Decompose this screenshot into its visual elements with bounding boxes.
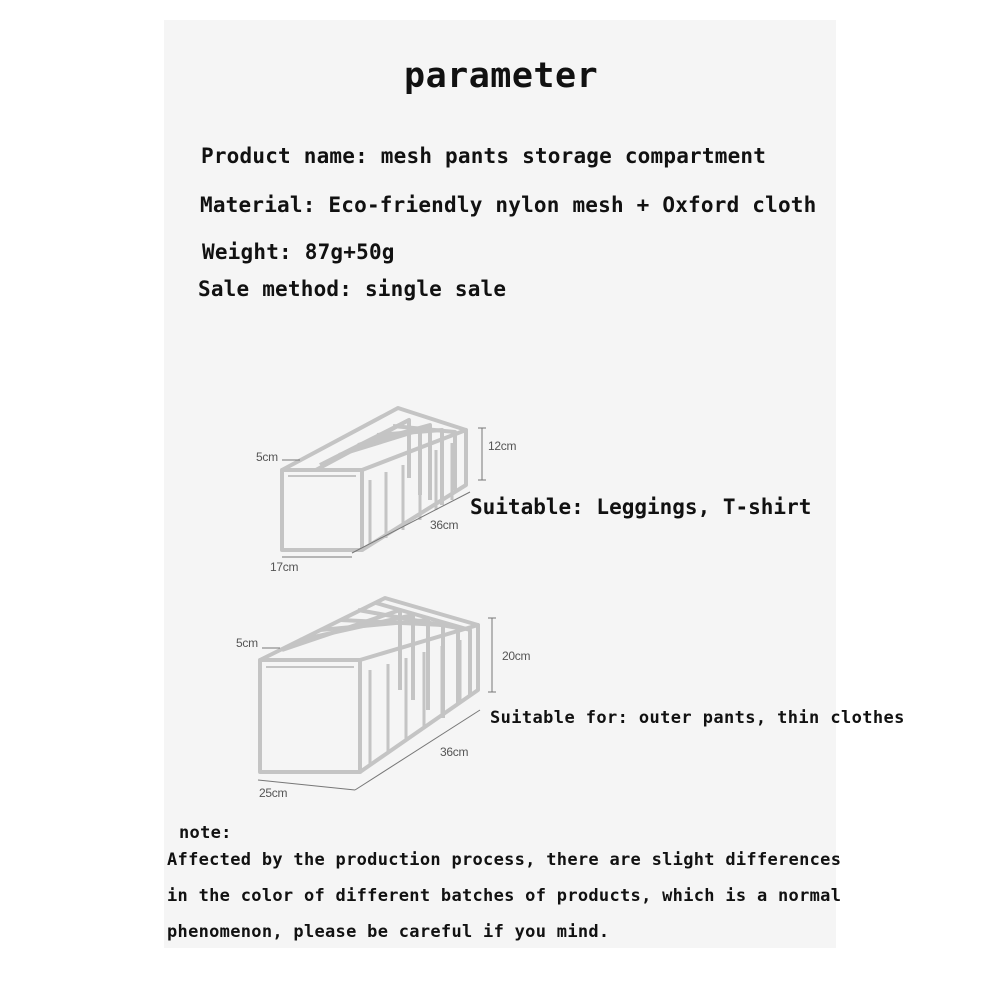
note-line-2: in the color of different batches of products, which is a normal	[167, 886, 842, 906]
large-box-slot: 5cm	[236, 636, 258, 650]
small-box-width: 17cm	[270, 560, 299, 574]
note-line-3: phenomenon, please be careful if you mind.	[167, 922, 610, 942]
small-box-suitable: Suitable: Leggings, T-shirt	[470, 495, 812, 519]
product-name: Product name: mesh pants storage compartment	[201, 144, 767, 168]
note-line-1: Affected by the production process, there are slight differences	[167, 850, 842, 870]
sale-method: Sale method: single sale	[198, 277, 507, 301]
small-box-height: 12cm	[488, 439, 517, 453]
large-box-suitable: Suitable for: outer pants, thin clothes	[490, 708, 905, 728]
material: Material: Eco-friendly nylon mesh + Oxford cloth	[200, 193, 817, 217]
page-title: parameter	[404, 56, 599, 96]
small-box-slot: 5cm	[256, 450, 278, 464]
weight: Weight: 87g+50g	[202, 240, 395, 264]
large-box-length: 36cm	[440, 745, 469, 759]
small-box-length: 36cm	[430, 518, 459, 532]
large-box-height: 20cm	[502, 649, 531, 663]
large-box-width: 25cm	[259, 786, 288, 800]
note-label: note:	[179, 823, 232, 843]
